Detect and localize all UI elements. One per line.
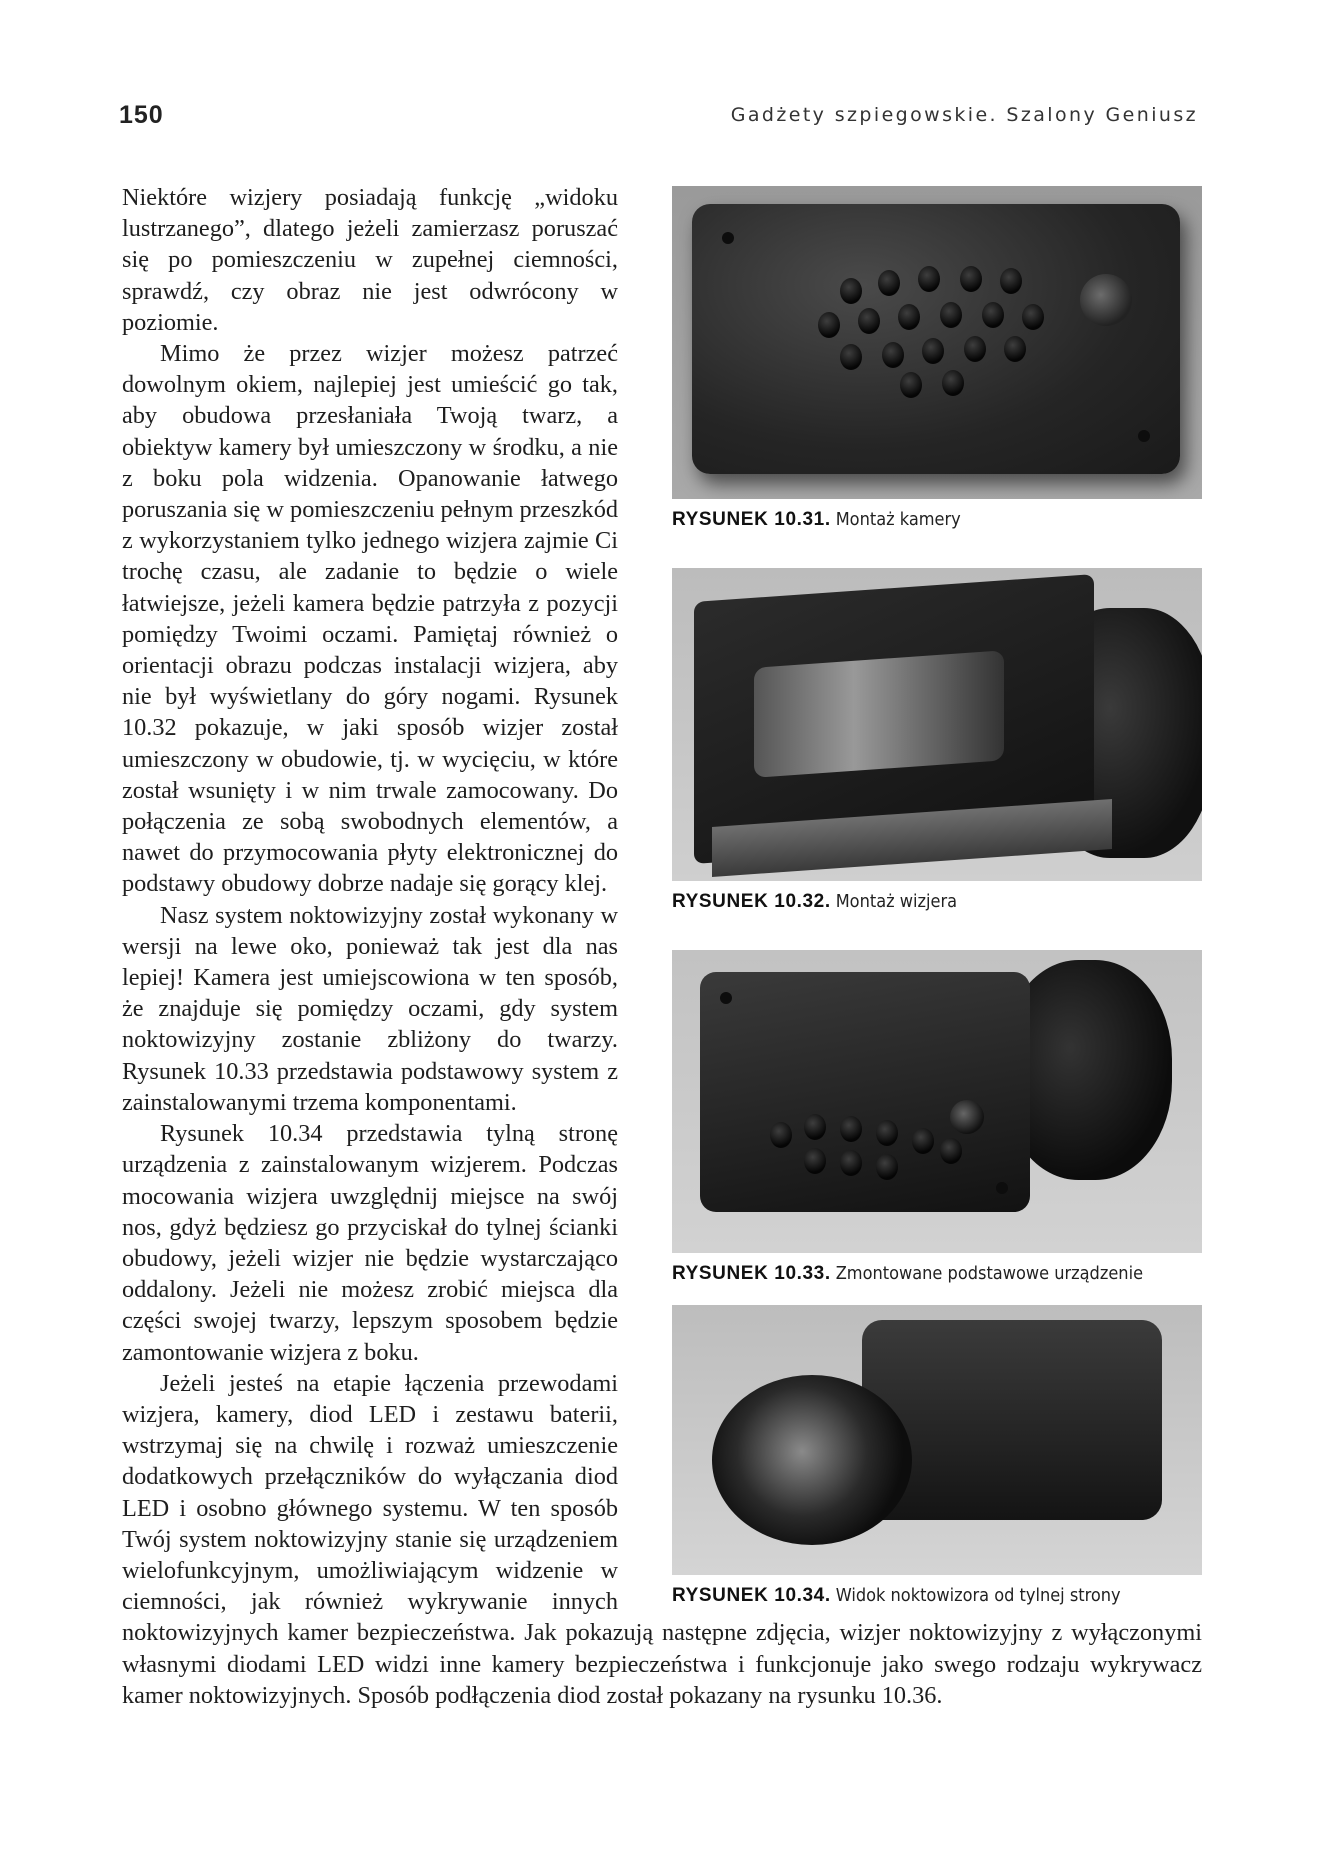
led	[922, 338, 944, 364]
figure-label: RYSUNEK 10.34.	[672, 1585, 831, 1606]
led	[858, 308, 880, 334]
figure-caption-text: Zmontowane podstawowe urządzenie	[835, 1263, 1144, 1284]
figure-caption	[672, 891, 1202, 913]
figure-label: RYSUNEK 10.32.	[672, 891, 831, 912]
figure-caption-text: Montaż kamery	[835, 509, 961, 530]
led	[882, 342, 904, 368]
figure-caption-text: Widok noktowizora od tylnej strony	[835, 1585, 1121, 1606]
led	[804, 1148, 826, 1174]
led	[770, 1122, 792, 1148]
figure-caption	[672, 1585, 1202, 1607]
figure-10-33	[672, 950, 1202, 1285]
screw	[996, 1182, 1008, 1194]
camera-lens	[1080, 274, 1132, 326]
led	[940, 302, 962, 328]
photo-viewfinder-mount	[672, 568, 1202, 881]
camera-lens	[950, 1100, 984, 1134]
led	[1022, 304, 1044, 330]
running-title: Gadżety szpiegowskie. Szalony Geniusz	[730, 104, 1198, 126]
paragraph: Rysunek 10.34 przedstawia tylną stronę urządzenia z zainstalowanym wizjerem. Podczas mocowania wizjera uwzględnij miejsce na swój nos, gdyż będziesz go przyciskał do tylnej ścianki obudowy, jeżeli wizjer nie będzie wystarczająco oddalony. Jeżeli nie możesz zrobić miejsca dla części swojej twarzy, lepszym sposobem będzie zamontowanie wizjera z boku.	[122, 1120, 618, 1366]
led	[898, 304, 920, 330]
figure-10-34	[672, 1305, 1202, 1607]
figure-label: RYSUNEK 10.33.	[672, 1263, 831, 1284]
led	[878, 270, 900, 296]
photo-device-back	[672, 1305, 1202, 1575]
figure-caption	[672, 509, 1202, 531]
led	[840, 278, 862, 304]
led	[1000, 268, 1022, 294]
photo-camera-mount	[672, 186, 1202, 499]
paragraph: Jeżeli jesteś na etapie łączenia przewodami wizjera, kamery, diod LED i zestawu baterii, wstrzymaj się na chwilę i rozważ umieszczenie dodatkowych przełączników do wyłączania diod LED i osobno głównego systemu. W ten sposób Twój system noktowizyjny stanie się urządzeniem wielofunkcyjnym, umożliwiającym widzenie w ciemności, jak również wykrywanie innych noktowizyjnych kamer bezpieczeństwa. Jak pokazują następne zdjęcia, wizjer noktowizyjny z wyłączonymi własnymi diodami LED widzi inne kamery bezpieczeństwa i funkcjonuje jako swego rodzaju wykrywacz kamer noktowizyjnych. Sposób podłączenia diod został pokazany na rysunku 10.36.	[122, 1369, 1202, 1709]
led	[876, 1154, 898, 1180]
figure-label: RYSUNEK 10.31.	[672, 509, 831, 530]
paragraph: Nasz system noktowizyjny został wykonany w wersji na lewe oko, ponieważ tak jest dla nas lepiej! Kamera jest umiejscowiona w ten sposób, że znajduje się pomiędzy oczami, gdy system noktowizyjny zostanie zbliżony do twarzy. Rysunek 10.33 przedstawia podstawowy system z zainstalowanymi trzema komponentami.	[122, 901, 618, 1116]
photo-assembled-device	[672, 950, 1202, 1253]
led	[876, 1120, 898, 1146]
enclosure-front	[692, 204, 1180, 474]
led	[964, 336, 986, 362]
enclosure-back	[862, 1320, 1162, 1520]
figure-caption	[672, 1263, 1202, 1285]
led	[982, 302, 1004, 328]
led	[940, 1138, 962, 1164]
led	[942, 370, 964, 396]
screw	[722, 232, 734, 244]
paragraph: Niektóre wizjery posiadają funkcję „widoku lustrzanego”, dlatego jeżeli zamierzasz poruszać się po pomieszczeniu w zupełnej ciemności, sprawdź, czy obraz nie jest odwrócony w poziomie.	[122, 184, 618, 336]
led	[840, 1150, 862, 1176]
page-number: 150	[119, 101, 164, 129]
figure-10-31	[672, 186, 1202, 531]
screw	[720, 992, 732, 1004]
enclosure-front	[700, 972, 1030, 1212]
led	[1004, 336, 1026, 362]
led	[804, 1114, 826, 1140]
led	[840, 344, 862, 370]
screw	[1138, 430, 1150, 442]
figure-caption-text: Montaż wizjera	[835, 891, 958, 912]
led	[900, 372, 922, 398]
led	[840, 1116, 862, 1142]
led	[818, 312, 840, 338]
led	[960, 266, 982, 292]
led	[912, 1128, 934, 1154]
rubber-eyecup	[712, 1375, 912, 1545]
viewfinder-electronics	[754, 650, 1004, 777]
paragraph: Mimo że przez wizjer możesz patrzeć dowolnym okiem, najlepiej jest umieścić go tak, aby obudowa przesłaniała Twoją twarz, a obiektyw kamery był umieszczony w środku, a nie z boku pola widzenia. Opanowanie łatwego poruszania się w pomieszczeniu pełnym przeszkód z wykorzystaniem tylko jednego wizjera zajmie Ci trochę czasu, ale zadanie to będzie o wiele łatwiejsze, jeżeli kamera będzie patrzyła z pozycji pomiędzy Twoimi oczami. Pamiętaj również o orientacji obrazu podczas instalacji wizjera, aby nie był wyświetlany do góry nogami. Rysunek 10.32 pokazuje, w jaki sposób wizjer został umieszczony w obudowie, tj. w wycięciu, w które został wsunięty i w nim trwale zamocowany. Do połączenia ze sobą swobodnych elementów, a nawet do przymocowania płyty elektronicznej do podstawy obudowy dobrze nadaje się gorący klej.	[122, 340, 618, 898]
figure-10-32	[672, 568, 1202, 913]
led	[918, 266, 940, 292]
